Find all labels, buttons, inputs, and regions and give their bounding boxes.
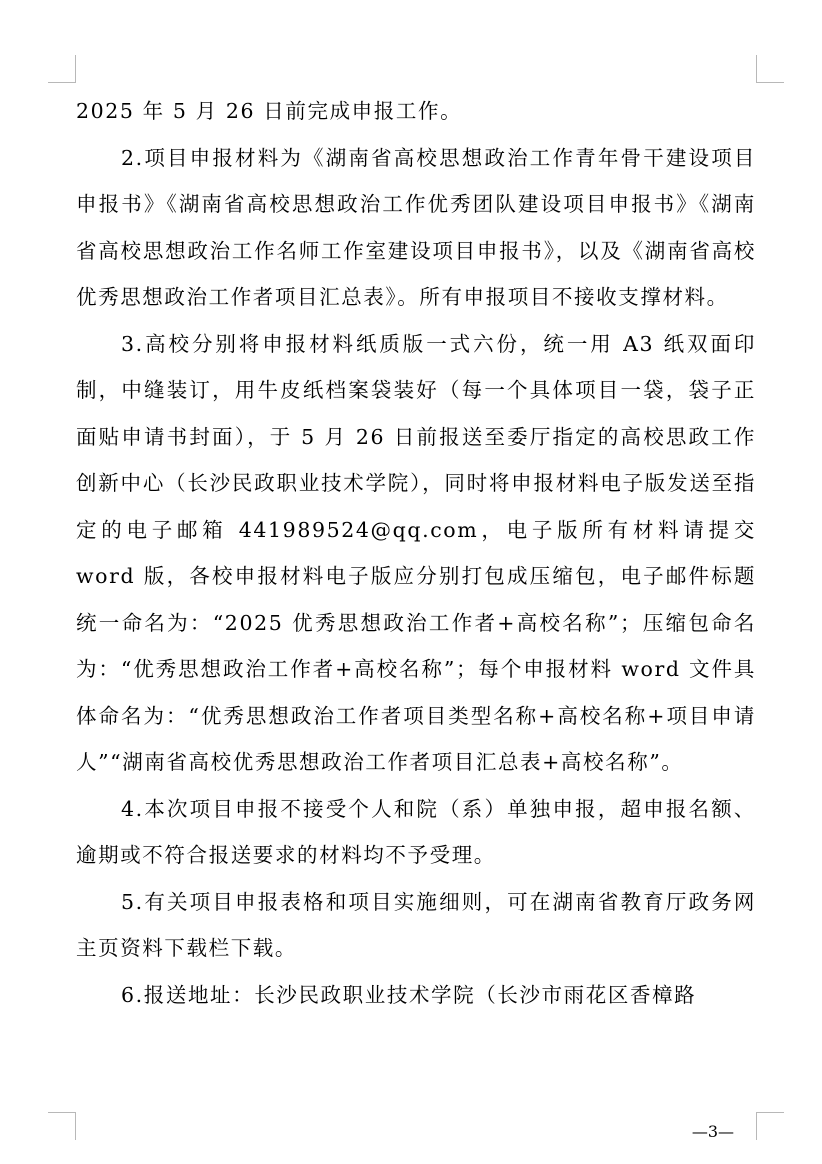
page-number: —3— <box>691 1122 734 1141</box>
paragraph-continuation: 2025 年 5 月 26 日前完成申报工作。 <box>76 99 463 123</box>
crop-mark-top-left <box>48 55 76 83</box>
document-body <box>76 88 756 1018</box>
paragraph-item-3: 3.高校分别将申报材料纸质版一式六份，统一用 A3 纸双面印制，中缝装订，用牛皮纸档案袋装好（每一个具体项目一袋，袋子正面贴申请书封面），于 5 月 26 日前报送至委厅指定的高校思政工作创新中心（长沙民政职业技术学院），同时将申报材料电子版发送至指定的电子邮箱 441989524@qq.com，电子版所有材料请提交 word 版，各校申报材料电子版应分别打包成压缩包，电子邮件标题统一命名为：“2025 优秀思想政治工作者+高校名称”；压缩包命名为：“优秀思想政治工作者+高校名称”；每个申报材料 word 文件具体命名为：“优秀思想政治工作者项目类型名称+高校名称+项目申请人”“湖南省高校优秀思想政治工作者项目汇总表+高校名称”。 <box>76 331 756 774</box>
paragraph-item-5: 5.有关项目申报表格和项目实施细则，可在湖南省教育厅政务网主页资料下载栏下载。 <box>76 889 756 960</box>
paragraph-item-2: 2.项目申报材料为《湖南省高校思想政治工作青年骨干建设项目申报书》《湖南省高校思想政治工作优秀团队建设项目申报书》《湖南省高校思想政治工作名师工作室建设项目申报书》，以及《湖南省高校优秀思想政治工作者项目汇总表》。所有申报项目不接收支撑材料。 <box>76 145 756 309</box>
paragraph-item-6: 6.报送地址：长沙民政职业技术学院（长沙市雨花区香樟路 <box>121 982 697 1007</box>
paragraph-item-4: 4.本次项目申报不接受个人和院（系）单独申报，超申报名额、逾期或不符合报送要求的材料均不予受理。 <box>76 796 756 867</box>
crop-mark-bottom-left <box>48 1112 76 1140</box>
crop-mark-top-right <box>756 55 784 83</box>
crop-mark-bottom-right <box>756 1112 784 1140</box>
